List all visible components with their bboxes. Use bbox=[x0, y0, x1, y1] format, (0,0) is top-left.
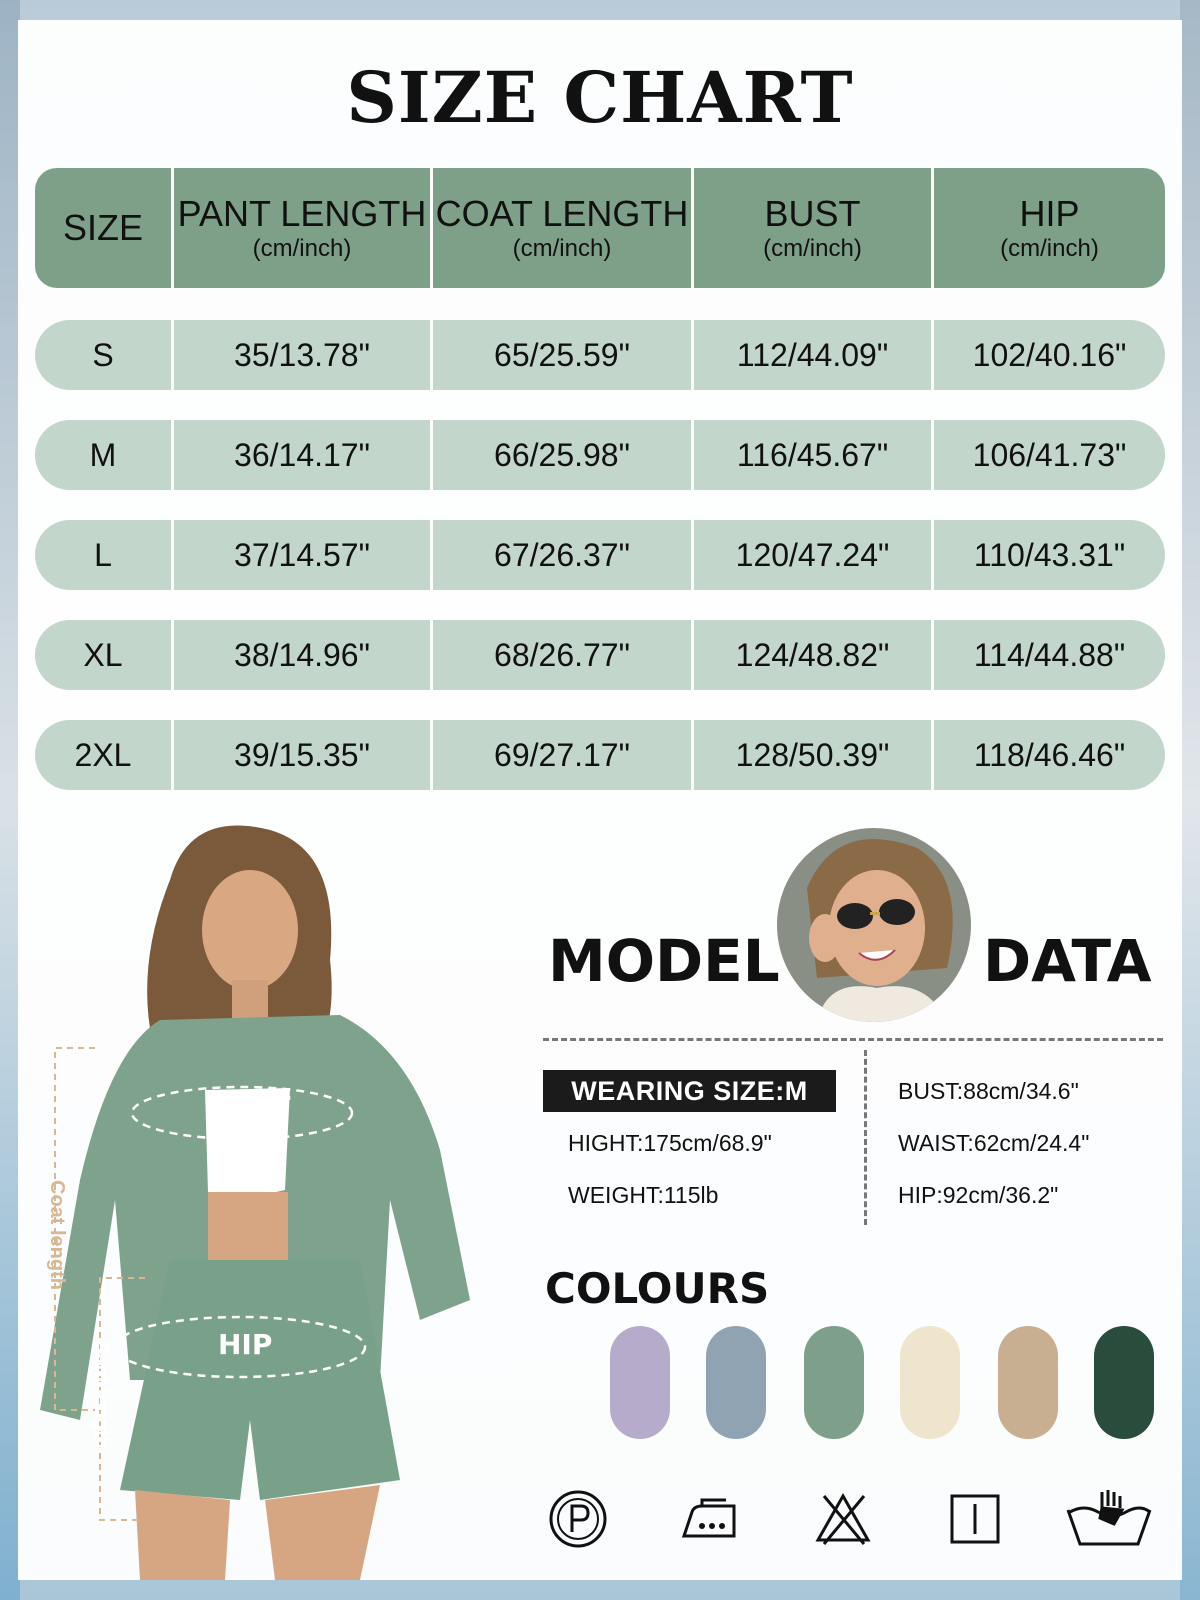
cell-hip: 110/43.31" bbox=[934, 520, 1165, 590]
cell-hip: 114/44.88" bbox=[934, 620, 1165, 690]
model-height: HIGHT:175cm/68.9" bbox=[568, 1130, 772, 1156]
bust-label: BUST bbox=[207, 1090, 291, 1123]
background-right-edge bbox=[1180, 0, 1200, 1600]
cell-size: XL bbox=[35, 620, 174, 690]
cell-size: L bbox=[35, 520, 174, 590]
cell-bust: 112/44.09" bbox=[694, 320, 934, 390]
hand-wash-icon bbox=[1064, 1488, 1154, 1550]
colour-swatch-lavender[interactable] bbox=[610, 1326, 670, 1439]
cell-size: S bbox=[35, 320, 174, 390]
page-title: SIZE CHART bbox=[346, 56, 854, 139]
header-unit: (cm/inch) bbox=[1000, 235, 1099, 263]
pant-length-label: Pant length bbox=[90, 1340, 112, 1449]
cell-pant-length: 36/14.17" bbox=[174, 420, 433, 490]
colour-swatch-khaki[interactable] bbox=[998, 1326, 1058, 1439]
header-label: COAT LENGTH bbox=[435, 192, 689, 234]
header-unit: (cm/inch) bbox=[763, 235, 862, 263]
colour-swatch-cream[interactable] bbox=[900, 1326, 960, 1439]
model-avatar bbox=[777, 828, 971, 1022]
header-size bbox=[35, 168, 174, 288]
cell-bust: 128/50.39" bbox=[694, 720, 934, 790]
model-data-title-left: MODEL bbox=[548, 927, 780, 995]
cell-pant-length: 35/13.78" bbox=[174, 320, 433, 390]
model-data-title-right: DATA bbox=[983, 927, 1152, 995]
dry-clean-p-icon bbox=[547, 1488, 609, 1550]
cell-size: 2XL bbox=[35, 720, 174, 790]
cell-bust: 124/48.82" bbox=[694, 620, 934, 690]
header-label: SIZE bbox=[62, 207, 143, 249]
model-photo bbox=[40, 820, 520, 1580]
model-waist: WAIST:62cm/24.4" bbox=[898, 1130, 1090, 1156]
model-hip: HIP:92cm/36.2" bbox=[898, 1182, 1059, 1208]
table-row bbox=[35, 620, 1165, 690]
divider-vertical bbox=[864, 1050, 867, 1225]
header-bust bbox=[694, 168, 934, 288]
colour-swatch-sage-green[interactable] bbox=[804, 1326, 864, 1439]
cell-coat-length: 65/25.59" bbox=[433, 320, 694, 390]
cell-hip: 118/46.46" bbox=[934, 720, 1165, 790]
wearing-size-badge: WEARING SIZE:M bbox=[543, 1070, 836, 1112]
colour-swatch-dark-green[interactable] bbox=[1094, 1326, 1154, 1439]
colour-swatch-grey-blue[interactable] bbox=[706, 1326, 766, 1439]
model-avatar-image bbox=[777, 828, 971, 1022]
divider-horizontal bbox=[543, 1038, 1163, 1041]
table-row bbox=[35, 520, 1165, 590]
header-coat-length bbox=[433, 168, 694, 288]
cell-pant-length: 37/14.57" bbox=[174, 520, 433, 590]
cell-coat-length: 66/25.98" bbox=[433, 420, 694, 490]
header-pant-length bbox=[174, 168, 433, 288]
header-unit: (cm/inch) bbox=[512, 235, 612, 263]
cell-size: M bbox=[35, 420, 174, 490]
cell-bust: 120/47.24" bbox=[694, 520, 934, 590]
model-weight: WEIGHT:115lb bbox=[568, 1182, 719, 1208]
header-unit: (cm/inch) bbox=[252, 235, 352, 263]
model-bust: BUST:88cm/34.6" bbox=[898, 1078, 1079, 1104]
background-left-edge bbox=[0, 0, 20, 1600]
coat-length-label: Coat length bbox=[46, 1180, 68, 1290]
cell-coat-length: 68/26.77" bbox=[433, 620, 694, 690]
cell-coat-length: 69/27.17" bbox=[433, 720, 694, 790]
cell-pant-length: 38/14.96" bbox=[174, 620, 433, 690]
header-label: HIP bbox=[1019, 192, 1080, 234]
iron-low-icon bbox=[680, 1488, 742, 1550]
header-label: PANT LENGTH bbox=[177, 192, 427, 234]
cell-hip: 106/41.73" bbox=[934, 420, 1165, 490]
no-bleach-icon bbox=[812, 1488, 874, 1550]
table-header-row bbox=[35, 168, 1165, 288]
table-row bbox=[35, 320, 1165, 390]
header-label: BUST bbox=[764, 192, 861, 234]
cell-coat-length: 67/26.37" bbox=[433, 520, 694, 590]
table-row bbox=[35, 420, 1165, 490]
table-row bbox=[35, 720, 1165, 790]
cell-pant-length: 39/15.35" bbox=[174, 720, 433, 790]
cell-hip: 102/40.16" bbox=[934, 320, 1165, 390]
cell-bust: 116/45.67" bbox=[694, 420, 934, 490]
tumble-line-dry-icon bbox=[944, 1488, 1006, 1550]
header-hip bbox=[934, 168, 1165, 288]
hip-label: HIP bbox=[218, 1328, 273, 1361]
colours-title: COLOURS bbox=[545, 1264, 770, 1313]
